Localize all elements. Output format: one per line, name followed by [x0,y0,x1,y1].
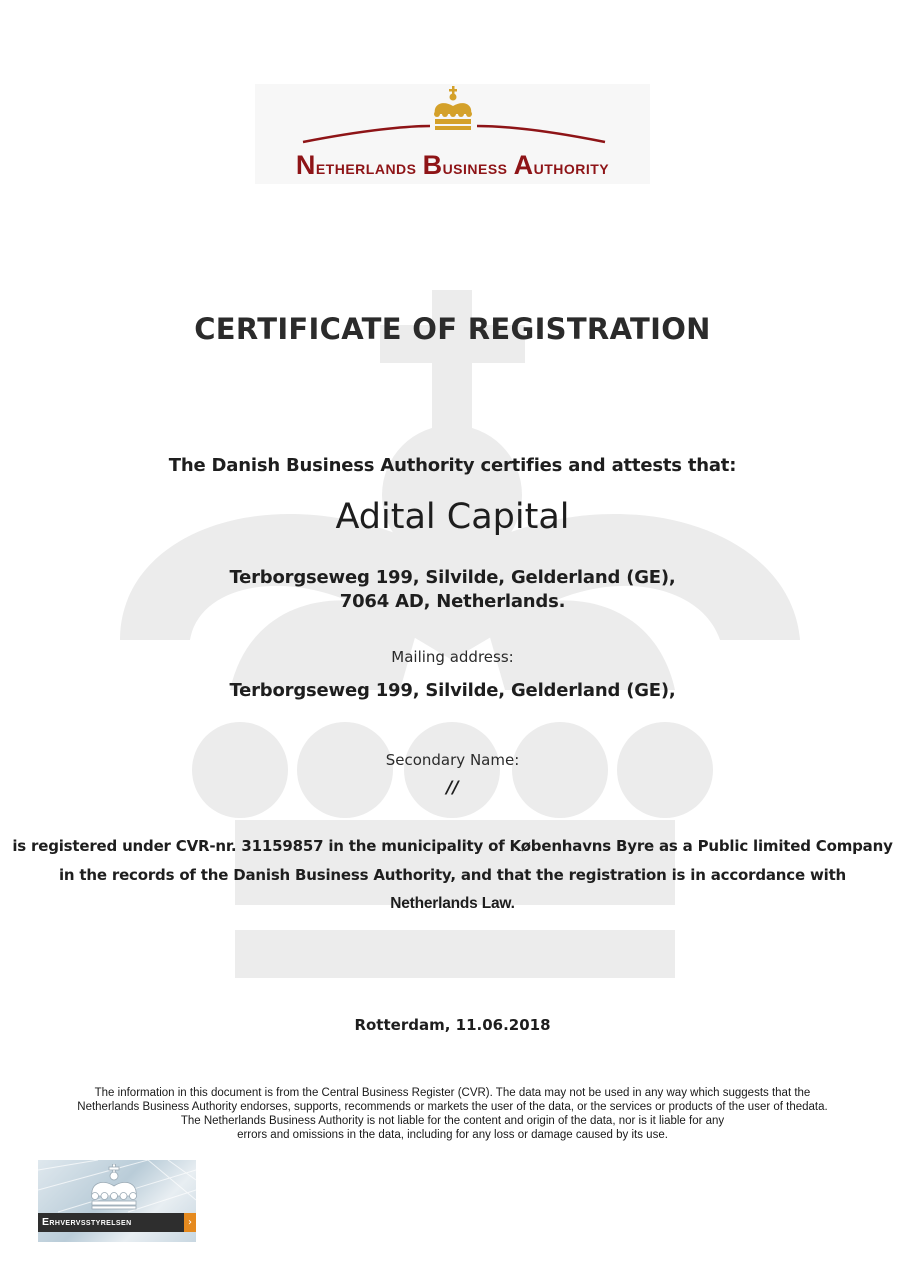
address-line: 7064 AD, Netherlands. [339,591,566,612]
certifies-line: The Danish Business Authority certifies and attests that: [168,455,737,476]
registration-line: in the records of the Danish Business Authority, and that the registration is in accordance with [58,866,847,884]
badge-label: Erhvervsstyrelsen [38,1213,184,1232]
company-name: Adital Capital [335,497,570,537]
registration-line: is registered under CVR-nr. 31159857 in the municipality of Københavns Byre as a Public limited Company [12,837,893,855]
disclaimer [0,1086,905,1142]
mailing-address-label: Mailing address: [391,648,514,666]
authority-name-initial: N [295,150,316,180]
disclaimer-line: errors and omissions in the data, including for any loss or damage caused by its use. [237,1129,668,1141]
authority-name-word: uthority [533,157,610,179]
certificate-title: CERTIFICATE OF REGISTRATION [194,312,711,346]
disclaimer-line: Netherlands Business Authority endorses, supports, recommends or markets the user of the data, or the services or products of the user of thedata. [77,1101,828,1113]
authority-name-initial: B [422,150,443,180]
place-and-date: Rotterdam, 11.06.2018 [354,1016,551,1034]
secondary-name-value: // [446,778,459,798]
authority-name [0,150,905,181]
disclaimer-line: The information in this document is from the Central Business Register (CVR). The data may not be used in any way which suggests that the [94,1087,811,1099]
registration-line: Netherlands Law. [390,895,515,912]
authority-name-initial: A [513,150,534,180]
mailing-address: Terborgseweg 199, Silvilde, Gelderland (GE), [229,680,676,701]
address-line: Terborgseweg 199, Silvilde, Gelderland (GE), [229,567,676,588]
secondary-name-label: Secondary Name: [385,751,520,769]
chevron-right-icon: › [184,1213,196,1232]
registration-statement [0,836,905,923]
disclaimer-line: The Netherlands Business Authority is not liable for the content and origin of the data, nor is it liable for any [180,1115,725,1127]
crown-icon [86,1164,142,1210]
erhvervsstyrelsen-badge [38,1160,196,1242]
authority-name-word: etherlands [315,157,417,179]
authority-name-word: usiness [442,157,508,179]
registered-address [0,566,905,614]
